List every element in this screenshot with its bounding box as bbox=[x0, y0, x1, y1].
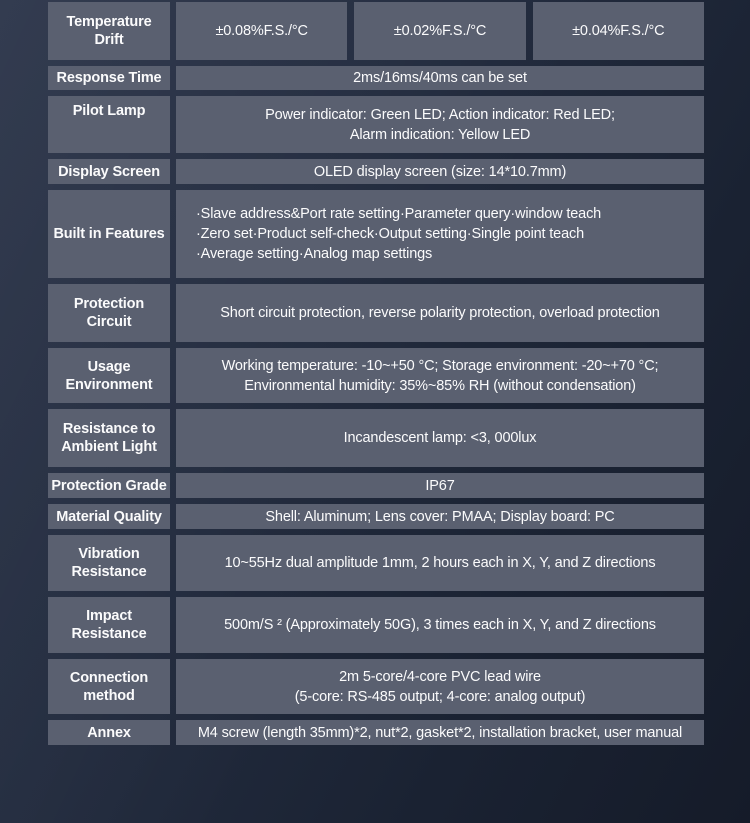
spec-value-cell bbox=[176, 96, 704, 153]
spec-value-text: Power indicator: Green LED; Action indicator: Red LED; bbox=[265, 106, 615, 123]
spec-value-cell bbox=[176, 597, 704, 653]
spec-value-text: 2ms/16ms/40ms can be set bbox=[353, 70, 527, 86]
spec-label-protection-circuit: Protection Circuit bbox=[48, 284, 170, 342]
spec-value-cell bbox=[176, 190, 704, 278]
spec-row-material-quality bbox=[48, 504, 704, 529]
spec-row-annex bbox=[48, 720, 704, 745]
spec-row-temperature-drift bbox=[48, 2, 704, 60]
spec-row-protection-circuit bbox=[48, 284, 704, 342]
spec-value-cell bbox=[176, 535, 704, 591]
spec-value-cell bbox=[354, 2, 525, 60]
spec-value-cell bbox=[176, 659, 704, 714]
spec-row-connection-method bbox=[48, 659, 704, 714]
spec-row-usage-environment bbox=[48, 348, 704, 403]
spec-value-cell bbox=[176, 720, 704, 745]
spec-value-cell bbox=[176, 348, 704, 403]
spec-row-display-screen bbox=[48, 159, 704, 184]
spec-value-text: Shell: Aluminum; Lens cover: PMAA; Display board: PC bbox=[265, 508, 615, 525]
spec-label-pilot-lamp: Pilot Lamp bbox=[48, 96, 170, 153]
spec-label-resistance-to-ambient-light: Resistance to Ambient Light bbox=[48, 409, 170, 467]
spec-value-text: Incandescent lamp: <3, 000lux bbox=[343, 430, 537, 446]
spec-value-text: 2m 5-core/4-core PVC lead wire bbox=[339, 668, 541, 685]
spec-label-impact-resistance: Impact Resistance bbox=[48, 597, 170, 653]
spec-value-cell bbox=[176, 504, 704, 529]
spec-row-vibration-resistance bbox=[48, 535, 704, 591]
spec-value-cell bbox=[176, 159, 704, 184]
spec-label-annex: Annex bbox=[48, 720, 170, 745]
spec-label-temperature-drift: Temperature Drift bbox=[48, 2, 170, 60]
spec-label-usage-environment: Usage Environment bbox=[48, 348, 170, 403]
spec-values-temperature-drift bbox=[176, 2, 704, 60]
spec-value-cell bbox=[176, 473, 704, 498]
spec-label-built-in-features: Built in Features bbox=[48, 190, 170, 278]
spec-value-text: M4 screw (length 35mm)*2, nut*2, gasket*2, installation bracket, user manual bbox=[197, 724, 683, 741]
spec-value-cell bbox=[176, 284, 704, 342]
spec-value-text: Alarm indication: Yellow LED bbox=[349, 126, 531, 143]
spec-value-text: Environmental humidity: 35%~85% RH (without condensation) bbox=[244, 377, 636, 394]
spec-value-cell bbox=[533, 2, 704, 60]
spec-row-protection-grade bbox=[48, 473, 704, 498]
spec-value-text: 500m/S ² (Approximately 50G), 3 times each in X, Y, and Z directions bbox=[224, 617, 656, 633]
spec-value-text: ·Slave address&Port rate setting·Parameter query·window teach bbox=[196, 206, 602, 222]
spec-label-connection-method: Connection method bbox=[48, 659, 170, 714]
spec-label-display-screen: Display Screen bbox=[48, 159, 170, 184]
spec-row-pilot-lamp bbox=[48, 96, 704, 153]
spec-value-text: Working temperature: -10~+50 °C; Storage environment: -20~+70 °C; bbox=[221, 357, 659, 374]
spec-label-protection-grade: Protection Grade bbox=[48, 473, 170, 498]
spec-label-material-quality: Material Quality bbox=[48, 504, 170, 529]
spec-label-response-time: Response Time bbox=[48, 66, 170, 90]
spec-row-resistance-to-ambient-light bbox=[48, 409, 704, 467]
spec-value-cell bbox=[176, 66, 704, 90]
spec-value-text: ±0.04%F.S./°C bbox=[572, 23, 665, 39]
spec-value-text: ·Average setting·Analog map settings bbox=[196, 246, 433, 262]
spec-row-impact-resistance bbox=[48, 597, 704, 653]
spec-value-text: ±0.08%F.S./°C bbox=[215, 23, 308, 39]
spec-row-response-time bbox=[48, 66, 704, 90]
spec-value-text: Short circuit protection, reverse polarity protection, overload protection bbox=[220, 305, 660, 321]
spec-label-vibration-resistance: Vibration Resistance bbox=[48, 535, 170, 591]
spec-value-text: IP67 bbox=[425, 477, 455, 494]
spec-value-text: OLED display screen (size: 14*10.7mm) bbox=[313, 163, 567, 180]
spec-value-cell bbox=[176, 2, 347, 60]
spec-value-text: ±0.02%F.S./°C bbox=[393, 23, 487, 39]
spec-value-text: ·Zero set·Product self-check·Output setting·Single point teach bbox=[196, 226, 585, 242]
spec-value-text: (5-core: RS-485 output; 4-core: analog output) bbox=[294, 688, 586, 705]
spec-value-text: 10~55Hz dual amplitude 1mm, 2 hours each in X, Y, and Z directions bbox=[224, 555, 656, 571]
spec-value-cell bbox=[176, 409, 704, 467]
spec-row-built-in-features bbox=[48, 190, 704, 278]
